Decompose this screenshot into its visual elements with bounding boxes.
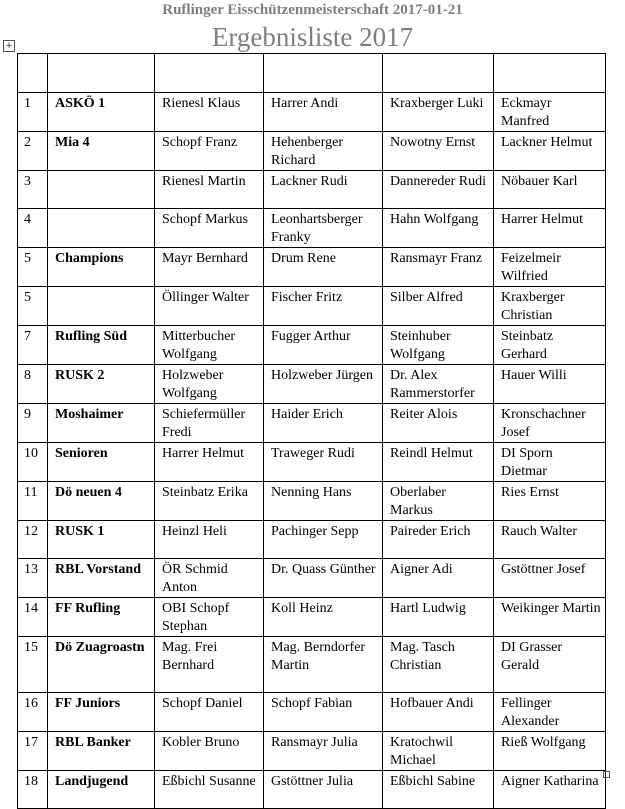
table-row [18, 732, 606, 771]
player-cell: Dr. Alex Rammerstorfer [383, 365, 494, 404]
player-cell: Kraxberger Christian [494, 287, 606, 326]
header-cell-player-3 [383, 54, 494, 93]
table-row [18, 365, 606, 404]
player-cell: Kraxberger Luki [383, 93, 494, 132]
place-cell: 12 [18, 521, 48, 559]
player-cell: Rieß Wolfgang [494, 732, 606, 771]
player-cell: Lackner Rudi [264, 171, 383, 209]
player-cell: Steinbatz Gerhard [494, 326, 606, 365]
place-cell: 2 [18, 132, 48, 171]
player-cell: Gstöttner Julia [264, 771, 383, 809]
player-cell: Schopf Markus [155, 209, 264, 248]
player-cell: Öllinger Walter [155, 287, 264, 326]
player-cell: Traweger Rudi [264, 443, 383, 482]
document-subtitle: Ruflinger Eisschützenmeisterschaft 2017-01-21 [162, 2, 463, 18]
place-cell: 4 [18, 209, 48, 248]
table-row [18, 404, 606, 443]
place-cell: 3 [18, 171, 48, 209]
player-cell: Haider Erich [264, 404, 383, 443]
player-cell: Fugger Arthur [264, 326, 383, 365]
team-cell: ASKÖ 1 [48, 93, 155, 132]
table-row [18, 248, 606, 287]
place-cell: 1 [18, 93, 48, 132]
player-cell: Rienesl Klaus [155, 93, 264, 132]
player-cell: Heinzl Heli [155, 521, 264, 559]
player-cell: Eßbichl Sabine [383, 771, 494, 809]
player-cell: Nöbauer Karl [494, 171, 606, 209]
team-cell: FF Rufling [48, 598, 155, 637]
player-cell: Hehenberger Richard [264, 132, 383, 171]
place-cell: 16 [18, 693, 48, 732]
player-cell: Eckmayr Manfred [494, 93, 606, 132]
player-cell: Kratochwil Michael [383, 732, 494, 771]
team-cell: Senioren [48, 443, 155, 482]
team-cell [48, 209, 155, 248]
team-cell: RBL Banker [48, 732, 155, 771]
team-cell: FF Juniors [48, 693, 155, 732]
table-row [18, 287, 606, 326]
player-cell: Reindl Helmut [383, 443, 494, 482]
team-cell: RBL Vorstand [48, 559, 155, 598]
player-cell: OBI Schopf Stephan [155, 598, 264, 637]
player-cell: Mayr Bernhard [155, 248, 264, 287]
table-row [18, 132, 606, 171]
team-cell [48, 287, 155, 326]
player-cell: Aigner Adi [383, 559, 494, 598]
player-cell: Mitterbucher Wolfgang [155, 326, 264, 365]
player-cell: Reiter Alois [383, 404, 494, 443]
table-row [18, 559, 606, 598]
player-cell: Schopf Franz [155, 132, 264, 171]
player-cell: Hofbauer Andi [383, 693, 494, 732]
player-cell: Fellinger Alexander [494, 693, 606, 732]
player-cell: Paireder Erich [383, 521, 494, 559]
player-cell: Mag. Frei Bernhard [155, 637, 264, 693]
player-cell: Lackner Helmut [494, 132, 606, 171]
place-cell: 13 [18, 559, 48, 598]
table-row [18, 209, 606, 248]
player-cell: Ransmayr Julia [264, 732, 383, 771]
table-row [18, 693, 606, 732]
place-cell: 7 [18, 326, 48, 365]
player-cell: Aigner Katharina [494, 771, 606, 809]
results-table [17, 53, 606, 809]
team-cell: Dö Zuagroastn [48, 637, 155, 693]
place-cell: 5 [18, 287, 48, 326]
player-cell: Koll Heinz [264, 598, 383, 637]
player-cell: Hauer Willi [494, 365, 606, 404]
place-cell: 9 [18, 404, 48, 443]
player-cell: Leonhartsberger Franky [264, 209, 383, 248]
player-cell: Harrer Helmut [155, 443, 264, 482]
player-cell: ÖR Schmid Anton [155, 559, 264, 598]
player-cell: Schiefermüller Fredi [155, 404, 264, 443]
player-cell: Holzweber Wolfgang [155, 365, 264, 404]
player-cell: Kronschachner Josef [494, 404, 606, 443]
player-cell: Harrer Helmut [494, 209, 606, 248]
place-cell: 15 [18, 637, 48, 693]
player-cell: Nowotny Ernst [383, 132, 494, 171]
table-row [18, 93, 606, 132]
table-row [18, 326, 606, 365]
place-cell: 8 [18, 365, 48, 404]
team-cell: Moshaimer [48, 404, 155, 443]
place-cell: 5 [18, 248, 48, 287]
player-cell: Schopf Daniel [155, 693, 264, 732]
player-cell: Rienesl Martin [155, 171, 264, 209]
player-cell: Eßbichl Susanne [155, 771, 264, 809]
team-cell: Dö neuen 4 [48, 482, 155, 521]
team-cell: RUSK 1 [48, 521, 155, 559]
player-cell: Feizelmeir Wilfried [494, 248, 606, 287]
player-cell: Ransmayr Franz [383, 248, 494, 287]
table-row [18, 482, 606, 521]
player-cell: Steinhuber Wolfgang [383, 326, 494, 365]
table-move-handle-icon[interactable]: + [3, 40, 15, 52]
place-cell: 17 [18, 732, 48, 771]
team-cell: Mia 4 [48, 132, 155, 171]
place-cell: 10 [18, 443, 48, 482]
results-table-body [18, 54, 606, 809]
place-cell: 18 [18, 771, 48, 809]
header-cell-player-1 [155, 54, 264, 93]
player-cell: Schopf Fabian [264, 693, 383, 732]
player-cell: Harrer Andi [264, 93, 383, 132]
player-cell: Hahn Wolfgang [383, 209, 494, 248]
player-cell: Gstöttner Josef [494, 559, 606, 598]
table-row [18, 771, 606, 809]
player-cell: Pachinger Sepp [264, 521, 383, 559]
player-cell: Nenning Hans [264, 482, 383, 521]
player-cell: Rauch Walter [494, 521, 606, 559]
table-header-row [18, 54, 606, 93]
player-cell: Drum Rene [264, 248, 383, 287]
table-row [18, 521, 606, 559]
player-cell: DI Grasser Gerald [494, 637, 606, 693]
header-cell-player-2 [264, 54, 383, 93]
player-cell: Kobler Bruno [155, 732, 264, 771]
player-cell: Holzweber Jürgen [264, 365, 383, 404]
place-cell: 11 [18, 482, 48, 521]
team-cell [48, 171, 155, 209]
player-cell: Oberlaber Markus [383, 482, 494, 521]
player-cell: Dannereder Rudi [383, 171, 494, 209]
table-row [18, 637, 606, 693]
player-cell: Fischer Fritz [264, 287, 383, 326]
header-cell-player-4 [494, 54, 606, 93]
header-cell-team [48, 54, 155, 93]
team-cell: Landjugend [48, 771, 155, 809]
player-cell: Silber Alfred [383, 287, 494, 326]
team-cell: Champions [48, 248, 155, 287]
table-row [18, 598, 606, 637]
team-cell: Rufling Süd [48, 326, 155, 365]
player-cell: DI Sporn Dietmar [494, 443, 606, 482]
end-of-cell-mark-icon [603, 771, 610, 778]
player-cell: Hartl Ludwig [383, 598, 494, 637]
player-cell: Steinbatz Erika [155, 482, 264, 521]
header-cell-place [18, 54, 48, 93]
place-cell: 14 [18, 598, 48, 637]
player-cell: Mag. Tasch Christian [383, 637, 494, 693]
player-cell: Weikinger Martin [494, 598, 606, 637]
document-title: Ergebnisliste 2017 [211, 22, 414, 52]
player-cell: Mag. Berndorfer Martin [264, 637, 383, 693]
player-cell: Dr. Quass Günther [264, 559, 383, 598]
player-cell: Ries Ernst [494, 482, 606, 521]
table-row [18, 443, 606, 482]
table-row [18, 171, 606, 209]
team-cell: RUSK 2 [48, 365, 155, 404]
